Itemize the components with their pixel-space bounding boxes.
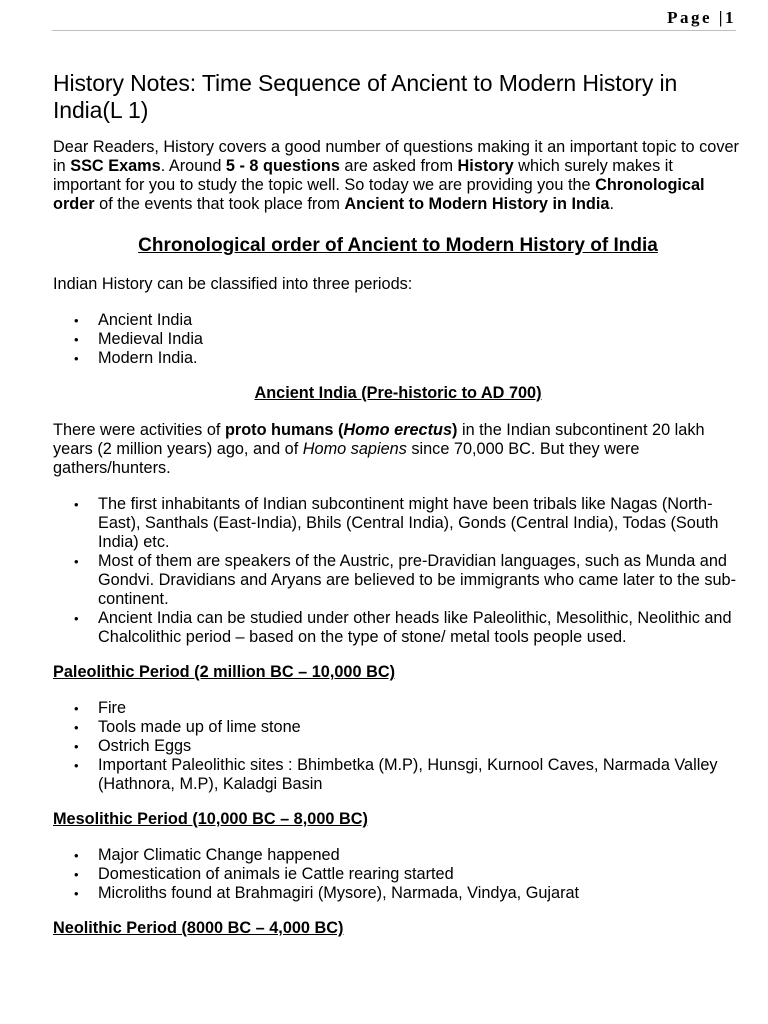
ancient-heading: Ancient India (Pre-historic to AD 700) bbox=[254, 384, 542, 402]
ancient-paragraph bbox=[53, 421, 743, 478]
ancient-text-2: in the Indian subcontinent 20 lakh years (2 million years) ago, and of bbox=[53, 421, 705, 458]
ancient-bold-proto: proto humans ( bbox=[224, 421, 344, 439]
classification-text: Indian History can be classified into three periods: bbox=[53, 275, 413, 293]
list-item: • The first inhabitants of Indian subcontinent might have been tribals like Nagas (North-East), Santhals (East-India), Bhils (Central India), Gonds (Central India), Todas (South India) etc. bbox=[98, 495, 743, 552]
intro-text-3: are asked from bbox=[339, 157, 458, 175]
ancient-text-3: since 70,000 BC. But they were gathers/hunters. bbox=[53, 440, 640, 477]
list-item: • Major Climatic Change happened bbox=[98, 846, 743, 865]
list-item: • Most of them are speakers of the Austric, pre-Dravidian languages, such as Munda and Gondvi. Dravidians and Aryans are believed to be immigrants who came later to the sub-continent. bbox=[98, 552, 743, 609]
list-item: • Domestication of animals ie Cattle rearing started bbox=[98, 865, 743, 884]
ancient-italic-sapiens: Homo sapiens bbox=[302, 440, 407, 458]
intro-text-4: which surely makes it important for you to study the topic well. So today we are providing you the bbox=[53, 157, 673, 194]
mesolithic-bullets bbox=[53, 846, 743, 903]
page-header bbox=[52, 8, 736, 31]
page-number: Page |1 bbox=[667, 8, 736, 27]
ancient-text-1: There were activities of bbox=[53, 421, 225, 439]
list-item: • Fire bbox=[98, 699, 743, 718]
intro-text-6: . bbox=[609, 195, 614, 213]
intro-text-2: . Around bbox=[160, 157, 226, 175]
list-item: • Important Paleolithic sites : Bhimbetka (M.P), Hunsgi, Kurnool Caves, Narmada Valley (Hathnora, M.P), Kaladgi Basin bbox=[98, 756, 743, 794]
list-item: • Microliths found at Brahmagiri (Mysore), Narmada, Vindya, Gujarat bbox=[98, 884, 743, 903]
list-item: • Modern India. bbox=[98, 349, 743, 368]
mesolithic-heading: Mesolithic Period (10,000 BC – 8,000 BC) bbox=[53, 810, 368, 828]
intro-bold-ancient-modern: Ancient to Modern History in India bbox=[344, 195, 610, 213]
page-title: History Notes: Time Sequence of Ancient to Modern History in India(L 1) bbox=[53, 70, 678, 123]
periods-list bbox=[53, 311, 743, 368]
list-item: • Ancient India bbox=[98, 311, 743, 330]
intro-bold-questions: 5 - 8 questions bbox=[225, 157, 340, 175]
document-body bbox=[53, 70, 743, 938]
intro-paragraph bbox=[53, 138, 743, 214]
list-item: • Ostrich Eggs bbox=[98, 737, 743, 756]
intro-bold-chronological: Chronological order bbox=[53, 176, 705, 213]
intro-text-1: Dear Readers, History covers a good number of questions making it an important topic to cover in bbox=[53, 138, 739, 175]
ancient-bold-close: ) bbox=[452, 421, 458, 439]
ancient-bold-italic-erectus: Homo erectus bbox=[343, 421, 452, 439]
intro-text-5: of the events that took place from bbox=[94, 195, 345, 213]
neolithic-heading: Neolithic Period (8000 BC – 4,000 BC) bbox=[53, 919, 344, 937]
intro-bold-ssc: SSC Exams bbox=[70, 157, 161, 175]
paleolithic-bullets bbox=[53, 699, 743, 794]
paleolithic-heading: Paleolithic Period (2 million BC – 10,000 BC) bbox=[53, 663, 396, 681]
intro-bold-history: History bbox=[457, 157, 514, 175]
section-heading: Chronological order of Ancient to Modern History of India bbox=[138, 235, 658, 256]
list-item: • Ancient India can be studied under other heads like Paleolithic, Mesolithic, Neolithic and Chalcolithic period – based on the type of stone/ metal tools people used. bbox=[98, 609, 743, 647]
list-item: • Medieval India bbox=[98, 330, 743, 349]
list-item: • Tools made up of lime stone bbox=[98, 718, 743, 737]
ancient-bullets bbox=[53, 495, 743, 647]
